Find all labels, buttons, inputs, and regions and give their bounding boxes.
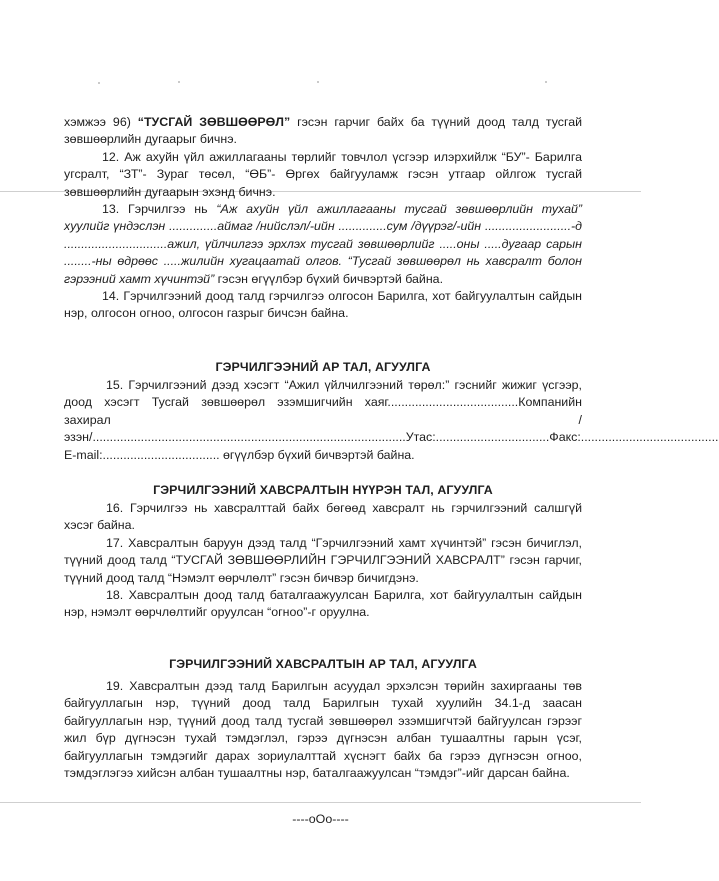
scan-line — [0, 802, 641, 803]
text-block-15 — [64, 377, 719, 464]
paragraph-18: 18. Хавсралтын доод талд баталгаажуулсан Барилга, хот байгуулалтын сайдын нэр, нэмэлт өөрчлөлтийг оруулсан “огноо”-г оруулна. — [64, 588, 582, 620]
section-heading-annex-back: ГЭРЧИЛГЭЭНИЙ ХАВСРАЛТЫН АР ТАЛ, АГУУЛГА — [169, 657, 477, 671]
scan-dot — [98, 82, 100, 84]
end-mark: ----oOo---- — [292, 812, 349, 826]
text-block-16-18 — [64, 500, 582, 622]
text-block-19 — [64, 678, 582, 782]
scan-dot — [178, 81, 180, 83]
paragraph-continuation: хэмжээ 96) “ТУСГАЙ ЗӨВШӨӨРӨЛ” гэсэн гарчиг байх ба түүний доод талд тусгай зөвшөөрлийн дугаарыг бичнэ. — [64, 115, 583, 147]
paragraph-19: 19. Хавсралтын дээд талд Барилгын асуудал эрхэлсэн төрийн захиргааны төв байгууллагын нэр, түүний доод талд Барилгын тухай хуулийн 34.1-д заасан байгууллагын нэр, түүний доод талд тусгай зөвшөөрөл эзэмшигчтэй байгуулсан гэрээг жил бүр дүгнэсэн тухай тэмдэглэл, гэрээ дүгнэсэн албан тушаалтны гарын үсэг, байгууллагын тэмдэгийг дарах зориулалттай хүснэгт байх ба гэрээ дүгнэсэн огноо, тэмдэглэгээ хийсэн албан тушаалтны нэр, баталгаажуулсан “тэмдэг”-ийг дарсан байна. — [64, 679, 582, 781]
section-heading-back-side: ГЭРЧИЛГЭЭНИЙ АР ТАЛ, АГУУЛГА — [215, 360, 431, 374]
scan-dot — [545, 81, 547, 83]
paragraph-14: 14. Гэрчилгээний доод талд гэрчилгээ олгосон Барилга, хот байгуулалтын сайдын нэр, олгосон огноо, олгосон газрыг бичсэн байна. — [64, 289, 582, 321]
paragraph-15: 15. Гэрчилгээний дээд хэсэгт “Ажил үйлчилгээний төрөл:” гэснийг жижиг үсгээр, доод хэсэгт Тусгай зөвшөөрөл эзэмшигчийн хаяг......................................Компанийн захирал /эзэн/...........................................................................................Утас:.................................Факс:........................................ E-mail:.................................. өгүүлбэр бүхий бичвэртэй байна. — [64, 378, 719, 462]
paragraph-12: 12. Аж ахуйн үйл ажиллагааны төрлийг товчлол үсгээр илэрхийлж “БУ”- Барилга угсралт, “ЗТ”- Зураг төсөл, “ӨБ”- Өргөх байгууламж гэсэн утгаар ойлгож тусгай зөвшөөрлийн дугаарын эхэнд бичнэ. — [64, 149, 582, 199]
text-block-top — [64, 114, 582, 323]
scan-dot — [317, 81, 319, 83]
paragraph-13: 13. Гэрчилгээ нь “Аж ахуйн үйл ажиллагааны тусгай зөвшөөрлийн тухай” хуулийг үндэслэн ..............аймаг /нийслэл/-ийн ..............сум /дүүрэг/-ийн .........................-д ..............................ажил, үйлчилгээ эрхлэх тусгай зөвшөөрлийг .....оны .....дугаар сарын ........-ны өдрөөс .....жилийн хугацаатай олгов. “Тусгай зөвшөөрөл нь хавсралт болон гэрээний хамт хүчинтэй” гэсэн өгүүлбэр бүхий бичвэртэй байна. — [64, 202, 582, 286]
paragraph-16: 16. Гэрчилгээ нь хавсралттай байх бөгөөд хавсралт нь гэрчилгээний салшгүй хэсэг байна. — [64, 501, 582, 533]
section-heading-annex-front: ГЭРЧИЛГЭЭНИЙ ХАВСРАЛТЫН НҮҮРЭН ТАЛ, АГУУЛГА — [153, 483, 493, 497]
paragraph-17: 17. Хавсралтын баруун дээд талд “Гэрчилгээний хамт хүчинтэй” гэсэн бичиглэл, түүний доод талд “ТУСГАЙ ЗӨВШӨӨРЛИЙН ГЭРЧИЛГЭЭНИЙ ХАВСРАЛТ” гэсэн гарчиг, түүний доод талд “Нэмэлт өөрчлөлт” гэсэн бичвэр бичигдэнэ. — [64, 535, 582, 585]
